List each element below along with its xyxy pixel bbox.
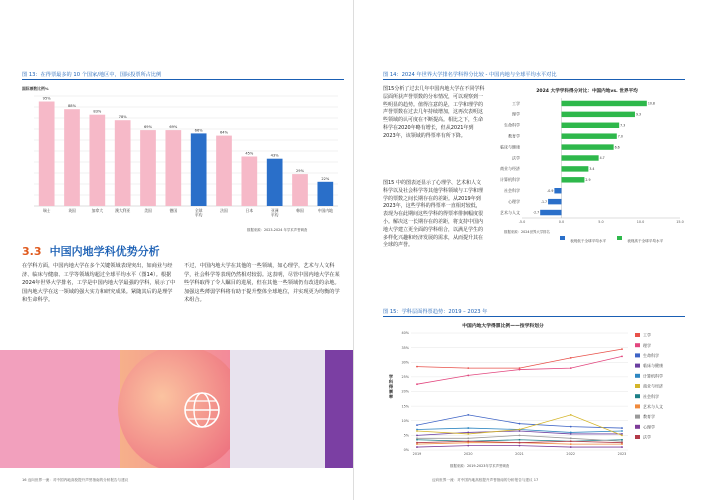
hbar-7 xyxy=(562,177,585,182)
series-point xyxy=(467,414,469,416)
hbar-9 xyxy=(548,199,561,204)
bar-value-label: 45% xyxy=(245,151,254,156)
category-label: 全球 xyxy=(194,208,203,213)
bar-0 xyxy=(39,102,55,207)
bar-10 xyxy=(292,174,308,206)
series-point xyxy=(621,348,623,350)
legend-swatch-6 xyxy=(635,394,640,398)
series-line-0 xyxy=(417,349,622,368)
x-tick-label: 2022 xyxy=(566,452,576,456)
category-label: 中国内地 xyxy=(317,208,333,213)
fig13-ylabel: 国际票数比例% xyxy=(22,86,49,91)
bar-8 xyxy=(241,157,257,207)
hbar-value-label: 2.9 xyxy=(585,178,591,183)
bar-5 xyxy=(165,130,181,206)
hbar-1 xyxy=(562,112,635,117)
bar-11 xyxy=(317,182,333,206)
series-point xyxy=(570,440,572,442)
x-tick-label: 10.0 xyxy=(636,220,645,224)
category-label: 加拿大 xyxy=(91,208,104,213)
fig13-bar-chart xyxy=(22,82,344,227)
series-point xyxy=(467,437,469,439)
right-paragraph: 不过，中国内地大学在其他的一些领域，如心理学，艺术与人文科学，社会科学等表现仍然相对较弱。这表明，尽管中国内地大学在某些学科取得了令人瞩目的进展，但在其他一些领域仍有改进的余地。加强这些薄弱学科将有助于提升整体全球地位，并实现更为均衡的学术组合。 xyxy=(184,263,340,304)
hbar-value-label: -2.7 xyxy=(532,210,540,215)
fig15-ylabel-char: 率 xyxy=(388,394,394,399)
category-label: 美国 xyxy=(144,208,152,213)
decorative-graphic xyxy=(0,350,353,468)
bar-value-label: 29% xyxy=(296,169,304,174)
legend-positive: 表现高于全球平均水平 xyxy=(627,239,664,243)
hbar-8 xyxy=(554,188,561,193)
bar-7 xyxy=(216,136,232,206)
series-point xyxy=(416,424,418,426)
fig15-ylabel-char: 学 xyxy=(388,374,394,379)
series-point xyxy=(519,429,521,431)
legend-label: 临床与健康 xyxy=(643,363,663,369)
hbar-category-label: 计算机科学 xyxy=(500,177,520,183)
legend-label: 理学 xyxy=(643,342,651,348)
section-heading xyxy=(22,240,160,259)
series-point xyxy=(519,423,521,425)
legend-label: 计算机科学 xyxy=(643,373,663,379)
series-point xyxy=(416,430,418,432)
series-point xyxy=(570,437,572,439)
series-point xyxy=(467,367,469,369)
series-point xyxy=(570,414,572,416)
y-tick-label: 10% xyxy=(401,418,409,423)
bar-value-label: 22% xyxy=(321,176,330,181)
series-point xyxy=(621,356,623,358)
series-point xyxy=(519,369,521,371)
bar-value-label: 69% xyxy=(144,125,152,130)
series-point xyxy=(416,442,418,444)
hbar-category-label: 法学 xyxy=(512,155,520,161)
series-point xyxy=(467,445,469,447)
series-point xyxy=(570,367,572,369)
fig15-ylabel-char: 得 xyxy=(388,384,394,389)
series-point xyxy=(519,442,521,444)
hbar-10 xyxy=(540,210,561,215)
bar-6 xyxy=(191,133,207,206)
x-tick-label: 15.0 xyxy=(676,220,684,224)
category-label: 英国 xyxy=(68,208,76,213)
fig15-ylabel-char: 科 xyxy=(388,379,394,384)
hbar-value-label: 6.6 xyxy=(614,145,620,150)
bar-1 xyxy=(64,109,80,206)
hbar-0 xyxy=(562,101,647,106)
fig13-source: 数据来源：2023-2024 年学术声誉调查 xyxy=(247,228,308,232)
legend-swatch-1 xyxy=(635,343,640,347)
fig15-source: 数据来源：2019-2023年学术声誉调查 xyxy=(450,464,510,468)
category-label: 德国 xyxy=(169,208,178,213)
series-point xyxy=(467,433,469,435)
hbar-value-label: 9.3 xyxy=(635,112,642,117)
y-tick-label: 35% xyxy=(401,345,409,350)
series-point xyxy=(467,375,469,377)
fig14-title: 图 14：2024 年世界大学排名学科得分比较 - 中国内地与全球平均水平对比 xyxy=(383,72,557,78)
series-point xyxy=(416,366,418,368)
fig14-chart-title: 2024 大学学科得分对比：中国内地vs. 世界平均 xyxy=(536,89,638,94)
bar-value-label: 64% xyxy=(220,130,228,135)
hbar-3 xyxy=(562,133,617,138)
y-tick-label: 20% xyxy=(401,389,409,394)
hbar-category-label: 教育学 xyxy=(508,133,520,139)
hbar-5 xyxy=(562,155,599,160)
fig15-rule xyxy=(383,316,685,317)
y-tick-label: 15% xyxy=(401,404,409,409)
legend-label: 艺术与人文 xyxy=(643,404,663,409)
series-point xyxy=(621,442,623,444)
left-footer: 16 迈向世界一流：对中国内地高校提升声誉指南的分析报告与建议 xyxy=(22,478,129,482)
series-point xyxy=(416,383,418,385)
fig13-title: 图 13：在得票最多的 10 个国家/地区中，国际投票所占比例 xyxy=(22,72,162,78)
series-point xyxy=(570,357,572,359)
legend-swatch-0 xyxy=(635,333,640,337)
hbar-2 xyxy=(562,123,620,128)
hbar-category-label: 临床与健康 xyxy=(500,144,520,150)
x-tick-label: 0.0 xyxy=(558,220,565,224)
hbar-category-label: 心理学 xyxy=(508,198,520,204)
legend-swatch-10 xyxy=(635,435,640,439)
fig13-rule xyxy=(22,79,344,80)
legend-label: 心理学 xyxy=(643,424,655,430)
series-point xyxy=(416,434,418,436)
series-point xyxy=(621,446,623,448)
fig15-chart-title: 中国内地大学得票比例——按学科划分 xyxy=(462,324,544,329)
category-label: 平均 xyxy=(194,212,203,218)
bar-4 xyxy=(140,130,156,206)
category-label: 平均 xyxy=(270,212,279,218)
bar-value-label: 95% xyxy=(42,96,51,101)
x-tick-label: 2019 xyxy=(412,452,422,456)
hbar-category-label: 商业与经济 xyxy=(500,166,520,172)
right-top-paragraph: 图15分析了过去几年中国内地大学在不同学科层面所获声誉票数的分布情况，可以观察到一些明显的趋势。值得注意的是，工学和理学的声誉票数在过去几年持续增加，这再次表明这些领域的认可度在不断提高。相比之下，生命科学在2020年略有增长，但从2021年到2023年，该领域的得票率有所下降。 xyxy=(383,86,485,139)
legend-swatch-8 xyxy=(635,415,640,419)
page-divider xyxy=(353,0,354,500)
hbar-category-label: 社会科学 xyxy=(504,188,520,194)
series-point xyxy=(570,446,572,448)
grey-block xyxy=(230,350,325,468)
y-tick-label: 30% xyxy=(401,360,409,365)
circle-shape xyxy=(118,350,244,468)
series-point xyxy=(621,430,623,432)
fig14-source: 数据来源：2024世界大学排名 xyxy=(504,230,550,234)
series-point xyxy=(519,445,521,447)
bar-value-label: 43% xyxy=(270,153,279,158)
category-label: 日本 xyxy=(245,208,254,213)
legend-swatch-3 xyxy=(635,364,640,368)
series-point xyxy=(416,446,418,448)
series-point xyxy=(467,427,469,429)
y-tick-label: 5% xyxy=(403,433,409,438)
x-tick-label: 2020 xyxy=(463,452,473,456)
hbar-6 xyxy=(562,166,589,171)
fig15-ylabel-char: 票 xyxy=(388,389,394,394)
y-tick-label: 0% xyxy=(403,448,409,453)
legend-swatch-negative xyxy=(560,236,565,240)
legend-swatch-7 xyxy=(635,404,640,408)
bar-value-label: 88% xyxy=(68,104,76,109)
bar-value-label: 78% xyxy=(118,115,127,120)
hbar-category-label: 理学 xyxy=(512,111,520,117)
series-point xyxy=(519,434,521,436)
hbar-value-label: 7.3 xyxy=(620,123,626,128)
y-tick-label: 25% xyxy=(401,375,409,380)
hbar-value-label: -0.9 xyxy=(547,188,554,193)
y-tick-label: 40% xyxy=(401,331,409,336)
legend-label: 商业与经济 xyxy=(643,383,663,389)
legend-swatch-positive xyxy=(617,236,622,240)
section-title: 中国内地学科优势分析 xyxy=(49,245,160,258)
series-point xyxy=(621,434,623,436)
x-tick-label: 2021 xyxy=(515,452,524,456)
bar-value-label: 83% xyxy=(93,109,102,114)
series-line-2 xyxy=(417,415,622,428)
series-point xyxy=(621,427,623,429)
legend-label: 工学 xyxy=(643,332,651,338)
series-point xyxy=(519,439,521,441)
legend-label: 社会科学 xyxy=(643,393,659,399)
hbar-value-label: 10.8 xyxy=(647,101,655,106)
category-label: 澳大利亚 xyxy=(115,208,131,213)
hbar-value-label: -1.7 xyxy=(540,199,548,204)
right-footer: 迈向世界一流：对中国内地高校提升声誉指南的分析报告与建议 17 xyxy=(432,478,539,482)
legend-label: 法学 xyxy=(643,434,651,440)
legend-swatch-2 xyxy=(635,353,640,357)
purple-block xyxy=(325,350,353,468)
legend-label: 教育学 xyxy=(643,414,655,420)
series-point xyxy=(570,432,572,434)
section-number: 3.3 xyxy=(22,245,42,258)
category-label: 法国 xyxy=(220,208,228,213)
hbar-value-label: 3.4 xyxy=(589,167,595,172)
category-label: 瑞士 xyxy=(42,208,51,213)
category-label: 亚洲 xyxy=(270,208,279,213)
legend-label: 生命科学 xyxy=(643,353,659,358)
series-point xyxy=(416,437,418,439)
bar-9 xyxy=(267,159,283,206)
legend-swatch-9 xyxy=(635,425,640,429)
series-point xyxy=(467,440,469,442)
pink-block xyxy=(0,350,120,468)
bar-2 xyxy=(89,115,105,206)
hbar-value-label: 7.0 xyxy=(617,134,623,139)
left-paragraph: 在学科方面，中国内地大学在多个关键领域表现突出，如商业与经济、临床与健康、工学等领域均超过全球平均水平（图14）。根据2024年世界大学排名，工学是中国内地大学最强的学科，展示了中国内地大学在这一领域的强大实力和研究成果。紧随其后的是理学和生命科学。 xyxy=(22,263,176,304)
x-tick-label: 5.0 xyxy=(598,220,604,224)
fig14-bar-chart xyxy=(490,84,685,234)
series-point xyxy=(570,426,572,428)
fig15-line-chart xyxy=(383,320,685,460)
fig15-title: 图 15：学科层面得票趋势：2019 – 2023 年 xyxy=(383,309,488,315)
hbar-category-label: 艺术与人文 xyxy=(500,209,520,215)
series-point xyxy=(570,443,572,445)
x-tick-label: -5.0 xyxy=(518,220,526,224)
legend-swatch-5 xyxy=(635,384,640,388)
bar-3 xyxy=(115,120,131,206)
bar-value-label: 69% xyxy=(169,125,178,130)
legend-negative: 表现低于全球平均水平 xyxy=(570,239,607,243)
right-bottom-paragraph: 图15 中的图表还显示了心理学、艺术和人文科学以及社会科学等其他学科领域与工学和理学的票数之间长期存在的差距。从2019年到2023年，这些学科的得票率一直相对较低，表现为在此期间这些学科的得票率徘徊幅度很小。解决这一长期存在的差距，将支持中国内地大学建立更全面的学科组合，以满足学生的多样化兴趣和经济发展的需求，从而提升其在全球的声誉。 xyxy=(383,180,484,249)
hbar-category-label: 生命科学 xyxy=(504,122,520,128)
x-tick-label: 2023 xyxy=(617,452,627,456)
hbar-category-label: 工学 xyxy=(512,100,520,106)
globe-icon xyxy=(182,390,222,430)
category-label: 韩国 xyxy=(296,208,304,213)
fig14-rule xyxy=(383,79,685,80)
hbar-4 xyxy=(562,144,614,149)
legend-swatch-4 xyxy=(635,374,640,378)
bar-value-label: 66% xyxy=(194,128,203,133)
fig14-legend xyxy=(560,227,663,246)
series-line-5 xyxy=(417,415,622,435)
hbar-value-label: 4.7 xyxy=(599,156,605,161)
